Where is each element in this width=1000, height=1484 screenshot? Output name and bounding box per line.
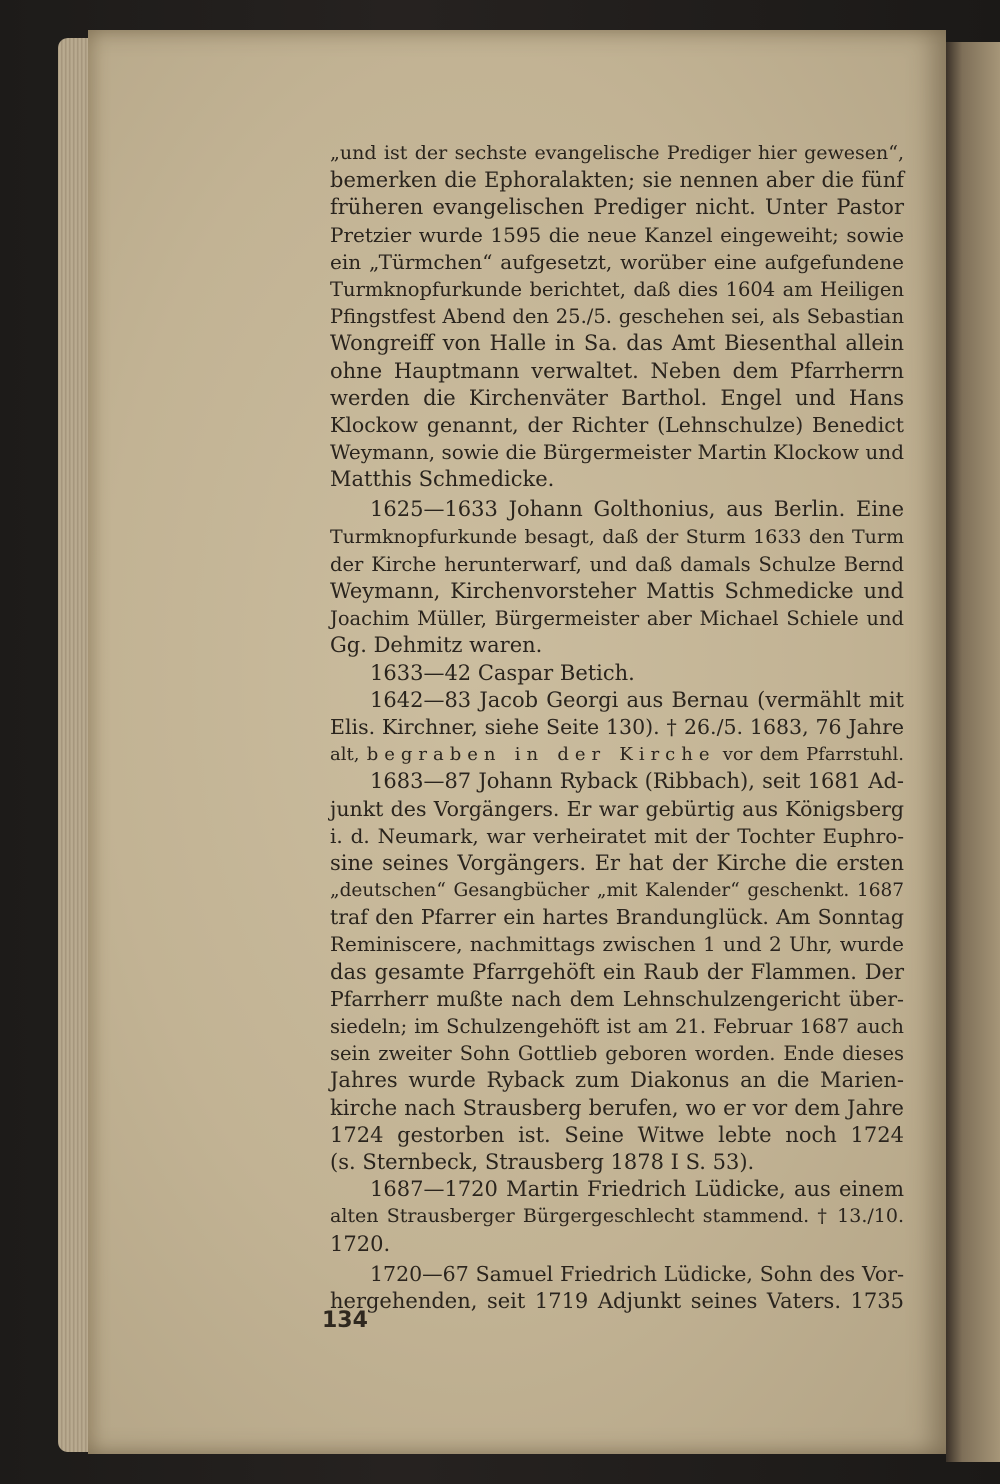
- paragraph: [330, 660, 904, 687]
- text-line: 1633—42 Caspar Betich.: [370, 660, 635, 685]
- text-line: (s. Sternbeck, Strausberg 1878 I S. 53).: [330, 1149, 755, 1174]
- text-line: hergehenden, seit 1719 Adjunkt seines Vaters. 1735: [330, 1288, 904, 1313]
- text-line: 1642—83 Jacob Georgi aus Bernau (vermählt mit: [370, 687, 904, 712]
- page-body-text: [330, 140, 904, 1315]
- text-line: Wongreiff von Halle in Sa. das Amt Biesenthal allein: [330, 331, 904, 356]
- text-line: Matthis Schmedicke.: [330, 467, 555, 492]
- text-line: früheren evangelischen Prediger nicht. Unter Pastor: [330, 195, 904, 220]
- paragraph: [330, 496, 904, 659]
- text-line: kirche nach Strausberg berufen, wo er vor dem Jahre: [330, 1095, 904, 1120]
- text-line: traf den Pfarrer ein hartes Brandunglück. Am Sonntag: [330, 905, 904, 930]
- text-line: Elis. Kirchner, siehe Seite 130). † 26./5. 1683, 76 Jahre: [330, 714, 904, 739]
- paragraph: [330, 1261, 904, 1315]
- spaced-emphasis-text: begraben in der Kirche: [366, 744, 716, 766]
- text-line: 1724 gestorben ist. Seine Witwe lebte noch 1724: [330, 1122, 904, 1147]
- text-line: i. d. Neumark, war verheiratet mit der Tochter Euphro-: [330, 823, 904, 848]
- text-line: sein zweiter Sohn Gottlieb geboren worden. Ende dieses: [330, 1042, 904, 1066]
- text-line: alten Strausberger Bürgergeschlecht stammend. † 13./10.: [330, 1205, 904, 1228]
- text-line: [330, 741, 904, 768]
- text-line: Pfingstfest Abend den 25./5. geschehen sei, als Sebastian: [330, 305, 904, 329]
- paragraph: [330, 768, 904, 1176]
- text-line: ein „Türmchen“ aufgesetzt, worüber eine aufgefundene: [330, 249, 904, 274]
- text-line: 1683—87 Johann Ryback (Ribbach), seit 1681 Ad-: [370, 769, 904, 794]
- text-line: das gesamte Pfarrgehöft ein Raub der Flammen. Der: [330, 959, 904, 984]
- paragraph: [330, 140, 904, 493]
- text-line: Joachim Müller, Bürgermeister aber Michael Schiele und: [330, 607, 904, 631]
- text-segment: vor dem Pfarrstuhl.: [722, 744, 904, 766]
- text-line: Reminiscere, nachmittags zwischen 1 und 2 Uhr, wurde: [330, 932, 904, 957]
- text-line: werden die Kirchenväter Barthol. Engel und Hans: [330, 385, 904, 410]
- text-line: junkt des Vorgängers. Er war gebürtig aus Königsberg: [330, 796, 904, 821]
- text-segment: alt,: [330, 744, 360, 766]
- text-line: Jahres wurde Ryback zum Diakonus an die Marien-: [330, 1068, 904, 1093]
- text-line: Turmknopfurkunde berichtet, daß dies 1604 am Heiligen: [330, 277, 904, 301]
- text-line: 1625—1633 Johann Golthonius, aus Berlin. Eine: [370, 497, 904, 522]
- text-line: „deutschen“ Gesangbücher „mit Kalender“ geschenkt. 1687: [330, 880, 904, 902]
- text-line: Weymann, Kirchenvorsteher Mattis Schmedicke und: [330, 579, 904, 603]
- facing-page-edge: [946, 42, 1000, 1462]
- text-line: der Kirche herunterwarf, und daß damals Schulze Bernd: [330, 552, 904, 576]
- text-line: bemerken die Ephoralakten; sie nennen aber die fünf: [330, 168, 904, 193]
- text-line: siedeln; im Schulzengehöft ist am 21. Februar 1687 auch: [330, 1015, 904, 1038]
- text-line: Pretzier wurde 1595 die neue Kanzel eingeweiht; sowie: [330, 222, 904, 247]
- text-line: Turmknopfurkunde besagt, daß der Sturm 1633 den Turm: [330, 525, 904, 548]
- text-line: 1720—67 Samuel Friedrich Lüdicke, Sohn des Vor-: [370, 1261, 904, 1286]
- text-line: Weymann, sowie die Bürgermeister Martin Klockow und: [330, 440, 904, 465]
- text-line: 1720.: [330, 1231, 391, 1256]
- page-number: 134: [322, 1308, 368, 1333]
- text-line: Pfarrherr mußte nach dem Lehnschulzengericht über-: [330, 986, 904, 1011]
- text-line: „und ist der sechste evangelische Prediger hier gewesen“,: [330, 142, 904, 164]
- text-line: Klockow genannt, der Richter (Lehnschulze) Benedict: [330, 412, 904, 437]
- paragraph: [330, 1176, 904, 1258]
- text-line: Gg. Dehmitz waren.: [330, 633, 543, 658]
- text-line: 1687—1720 Martin Friedrich Lüdicke, aus einem: [370, 1177, 904, 1202]
- text-line: sine seines Vorgängers. Er hat der Kirche die ersten: [330, 850, 904, 875]
- text-line: ohne Hauptmann verwaltet. Neben dem Pfarrherrn: [330, 358, 904, 383]
- paragraph: [330, 687, 904, 769]
